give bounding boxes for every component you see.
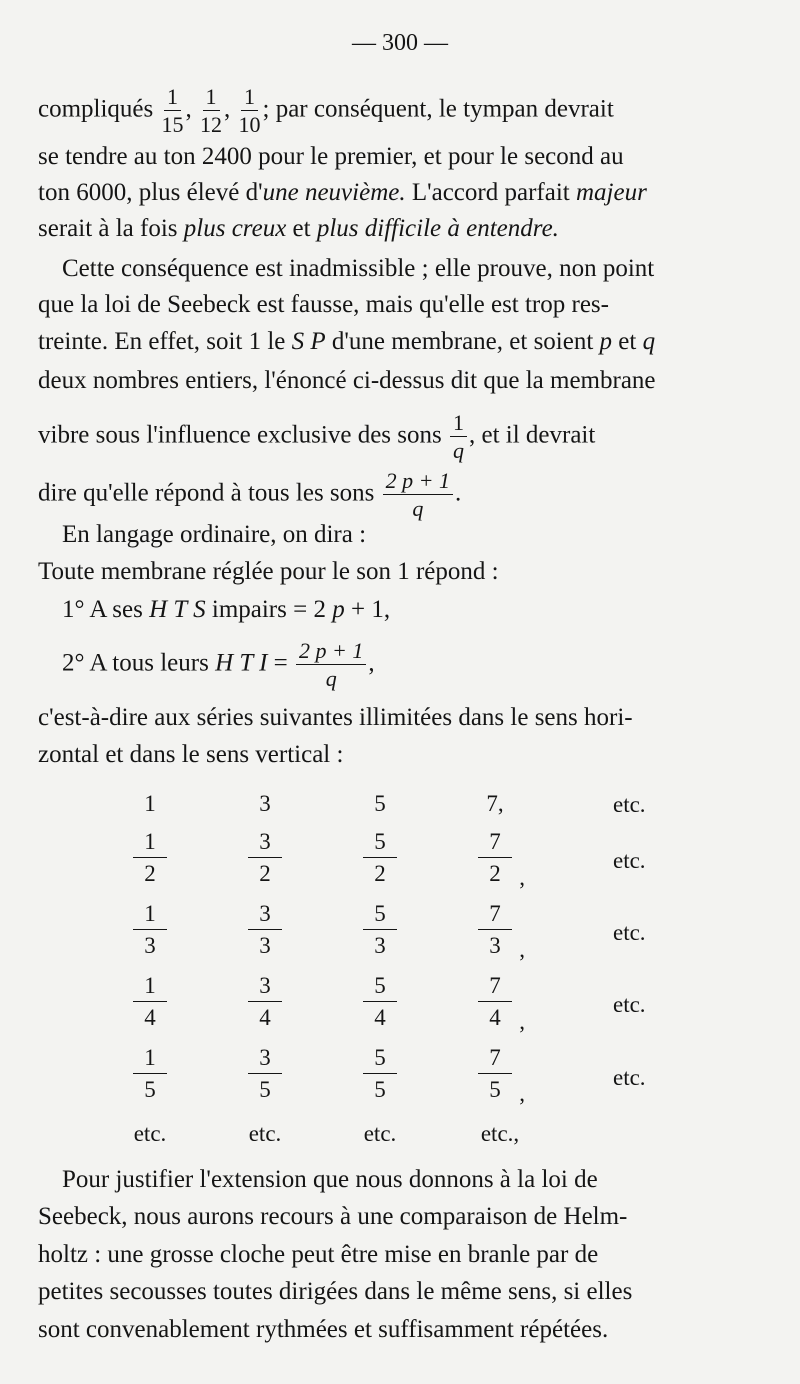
text-line: petites secousses toutes dirigées dans le même sens, si elles xyxy=(38,1278,633,1305)
text-line: que la loi de Seebeck est fausse, mais qu'elle est trop res- xyxy=(38,291,609,318)
matrix-fraction: 5 4 xyxy=(350,974,410,1029)
matrix-fraction: 5 3 xyxy=(350,902,410,957)
matrix-cell: 5 xyxy=(374,791,386,816)
matrix-etc: etc. xyxy=(613,920,646,945)
matrix-etc: etc. xyxy=(613,848,646,873)
text-line: c'est-à-dire aux séries suivantes illimitées dans le sens hori- xyxy=(38,704,633,731)
text-line: 1° A ses H T S impairs = 2 p + 1, xyxy=(62,596,391,623)
text-line: vibre sous l'influence exclusive des sons $\frac{1}{q}$ , et il devrait xyxy=(38,410,596,463)
text-line: serait à la fois plus creux et plus difficile à entendre. xyxy=(38,215,559,242)
matrix-fraction: 3 3 xyxy=(235,902,295,957)
matrix-fraction: 1 4 xyxy=(120,974,180,1029)
text-line: Toute membrane réglée pour le son 1 répond : xyxy=(38,558,499,585)
fraction: $\frac{1}{10}$ xyxy=(238,84,261,137)
text-line: Pour justifier l'extension que nous donnons à la loi de xyxy=(62,1166,598,1193)
text-line: zontal et dans le sens vertical : xyxy=(38,741,344,768)
fraction: $\frac{2 p + 1}{q}$ xyxy=(383,470,453,520)
matrix-fraction: 7 3 , xyxy=(465,902,525,957)
text-line: En langage ordinaire, on dira : xyxy=(62,521,367,548)
text-line: ton 6000, plus élevé d'une neuvième. L'accord parfait majeur xyxy=(38,179,647,206)
matrix-etc: etc. xyxy=(613,992,646,1017)
text-line: 2° A tous leurs H T I = $\frac{2 p + 1}{q}$ , xyxy=(62,638,375,691)
matrix-fraction: 5 5 xyxy=(350,1046,410,1101)
matrix-etc: etc., xyxy=(480,1121,520,1146)
series-matrix xyxy=(95,782,695,1162)
fraction: $\frac{1}{15}$ xyxy=(161,84,184,137)
text-line: deux nombres entiers, l'énoncé ci-dessus dit que la membrane xyxy=(38,367,656,394)
text-line: dire qu'elle répond à tous les sons $\frac{2 p + 1}{q}$ . xyxy=(38,468,462,521)
matrix-fraction: 7 5 , xyxy=(465,1046,525,1101)
matrix-etc: etc. xyxy=(248,1121,282,1146)
text: ; par conséquent, le tympan devrait xyxy=(262,95,614,123)
matrix-cell: 3 xyxy=(259,791,271,816)
matrix-fraction: 5 2 xyxy=(350,830,410,885)
text-line: Seebeck, nous aurons recours à une comparaison de Helm- xyxy=(38,1203,628,1230)
text: compliqués xyxy=(38,95,154,123)
matrix-cell: 1 xyxy=(144,791,156,816)
matrix-fraction: 1 2 xyxy=(120,830,180,885)
matrix-cell: 7, xyxy=(486,791,504,816)
matrix-etc: etc. xyxy=(363,1121,397,1146)
matrix-fraction: 7 4 , xyxy=(465,974,525,1029)
fraction: $\frac{2 p + 1}{q}$ xyxy=(296,640,366,690)
fraction: $\frac{1}{q}$ xyxy=(450,412,467,462)
text-line: holtz : une grosse cloche peut être mise en branle par de xyxy=(38,1241,599,1268)
page-number: — 300 — xyxy=(352,30,448,56)
text-line: Cette conséquence est inadmissible ; elle prouve, non point xyxy=(62,255,655,282)
fraction: $\frac{1}{12}$ xyxy=(200,84,223,137)
matrix-fraction: 7 2 , xyxy=(465,830,525,885)
matrix-etc: etc. xyxy=(613,792,646,817)
matrix-etc: etc. xyxy=(613,1065,646,1090)
text-line: se tendre au ton 2400 pour le premier, et pour le second au xyxy=(38,143,624,170)
matrix-fraction: 3 4 xyxy=(235,974,295,1029)
text-line: sont convenablement rythmées et suffisamment répétées. xyxy=(38,1316,609,1343)
matrix-fraction: 1 5 xyxy=(120,1046,180,1101)
matrix-etc: etc. xyxy=(133,1121,167,1146)
matrix-fraction: 3 2 xyxy=(235,830,295,885)
text-line: treinte. En effet, soit 1 le S P d'une membrane, et soient p et q xyxy=(38,328,656,355)
text-line: compliqués $\frac{1}{15}$ , $\frac{1}{12}$ , $\frac{1}{10}$ ; par conséquent, le tympan devrait xyxy=(38,84,614,137)
matrix-fraction: 1 3 xyxy=(120,902,180,957)
matrix-fraction: 3 5 xyxy=(235,1046,295,1101)
